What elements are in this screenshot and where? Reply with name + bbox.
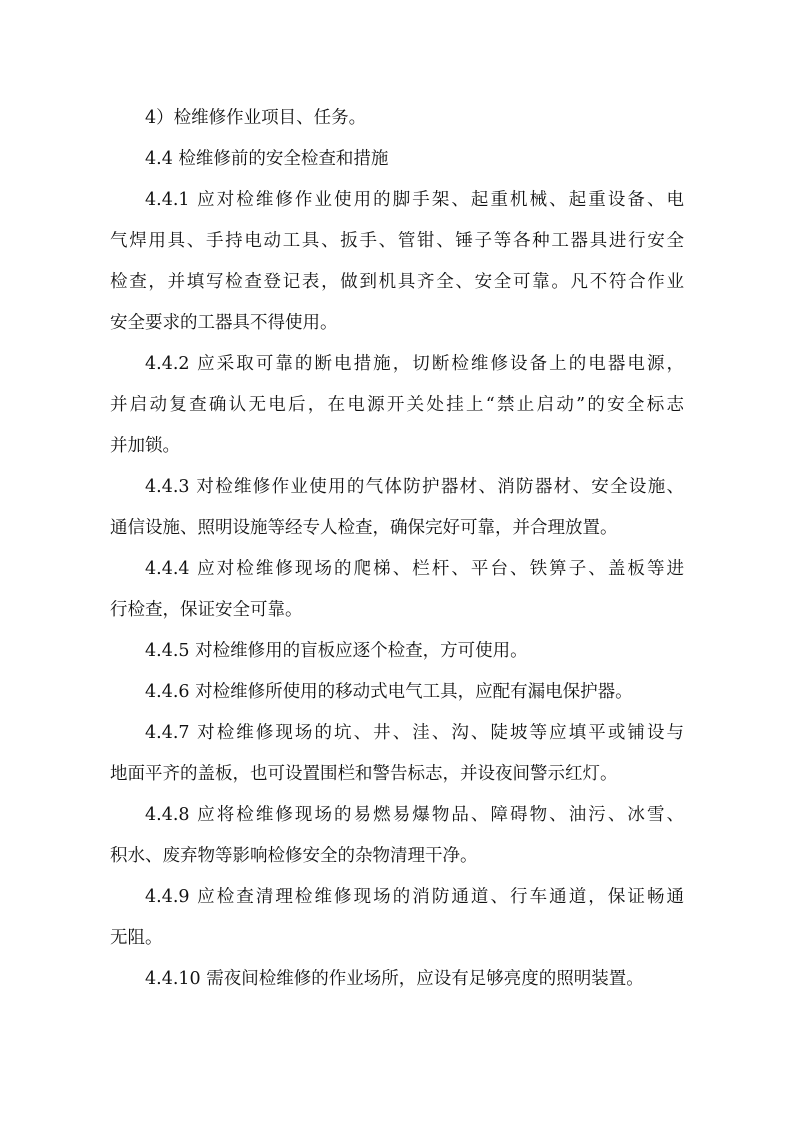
paragraph-line: 通信设施、照明设施等经专人检查，确保完好可靠，并合理放置。 xyxy=(110,518,618,538)
paragraph xyxy=(110,186,684,350)
paragraph xyxy=(110,473,684,555)
paragraph-line: 行检查，保证安全可靠。 xyxy=(110,600,303,620)
paragraph-line: 4.4.4 应对检维修现场的爬梯、栏杆、平台、铁箅子、盖板等进 xyxy=(145,559,684,579)
paragraph-line: 4.4.6 对检维修所使用的移动式电气工具，应配有漏电保护器。 xyxy=(145,682,633,702)
paragraph xyxy=(110,678,684,719)
paragraph-line: 4.4.1 应对检维修作业使用的脚手架、起重机械、起重设备、电 xyxy=(145,190,684,210)
paragraph-line: 4.4.2 应采取可靠的断电措施，切断检维修设备上的电器电源， xyxy=(145,354,684,374)
paragraph-line: 4.4.8 应将检维修现场的易燃易爆物品、障碍物、油污、冰雪、 xyxy=(145,805,684,825)
paragraph-line: 4.4 检维修前的安全检查和措施 xyxy=(145,149,389,169)
paragraph xyxy=(110,104,684,145)
paragraph-line: 气焊用具、手持电动工具、扳手、管钳、锤子等各种工器具进行安全 xyxy=(110,231,684,251)
paragraph xyxy=(110,801,684,883)
paragraph-line: 检查，并填写检查登记表，做到机具齐全、安全可靠。凡不符合作业 xyxy=(110,272,684,292)
paragraph xyxy=(110,145,684,186)
paragraph-line: 安全要求的工器具不得使用。 xyxy=(110,313,338,333)
paragraph xyxy=(110,637,684,678)
paragraph-line: 4）检维修作业项目、任务。 xyxy=(145,108,367,128)
paragraph-line: 4.4.9 应检查清理检维修现场的消防通道、行车通道，保证畅通 xyxy=(145,887,684,907)
paragraph-line: 4.4.5 对检维修用的盲板应逐个检查，方可使用。 xyxy=(145,641,528,661)
paragraph xyxy=(110,555,684,637)
paragraph xyxy=(110,883,684,965)
paragraph-line: 并加锁。 xyxy=(110,436,180,456)
paragraph-line: 4.4.10 需夜间检维修的作业场所，应设有足够亮度的照明装置。 xyxy=(145,969,644,989)
paragraph xyxy=(110,719,684,801)
paragraph-line: 地面平齐的盖板，也可设置围栏和警告标志，并设夜间警示红灯。 xyxy=(110,764,618,784)
document-page xyxy=(110,104,684,1006)
paragraph-line: 4.4.3 对检维修作业使用的气体防护器材、消防器材、安全设施、 xyxy=(145,477,684,497)
paragraph-line: 积水、废弃物等影响检修安全的杂物清理干净。 xyxy=(110,846,478,866)
paragraph-line: 无阻。 xyxy=(110,928,163,948)
paragraph-line: 并启动复查确认无电后，在电源开关处挂上“禁止启动”的安全标志 xyxy=(110,395,684,415)
paragraph-line: 4.4.7 对检维修现场的坑、井、洼、沟、陡坡等应填平或铺设与 xyxy=(145,723,684,743)
paragraph xyxy=(110,965,684,1006)
paragraph xyxy=(110,350,684,473)
